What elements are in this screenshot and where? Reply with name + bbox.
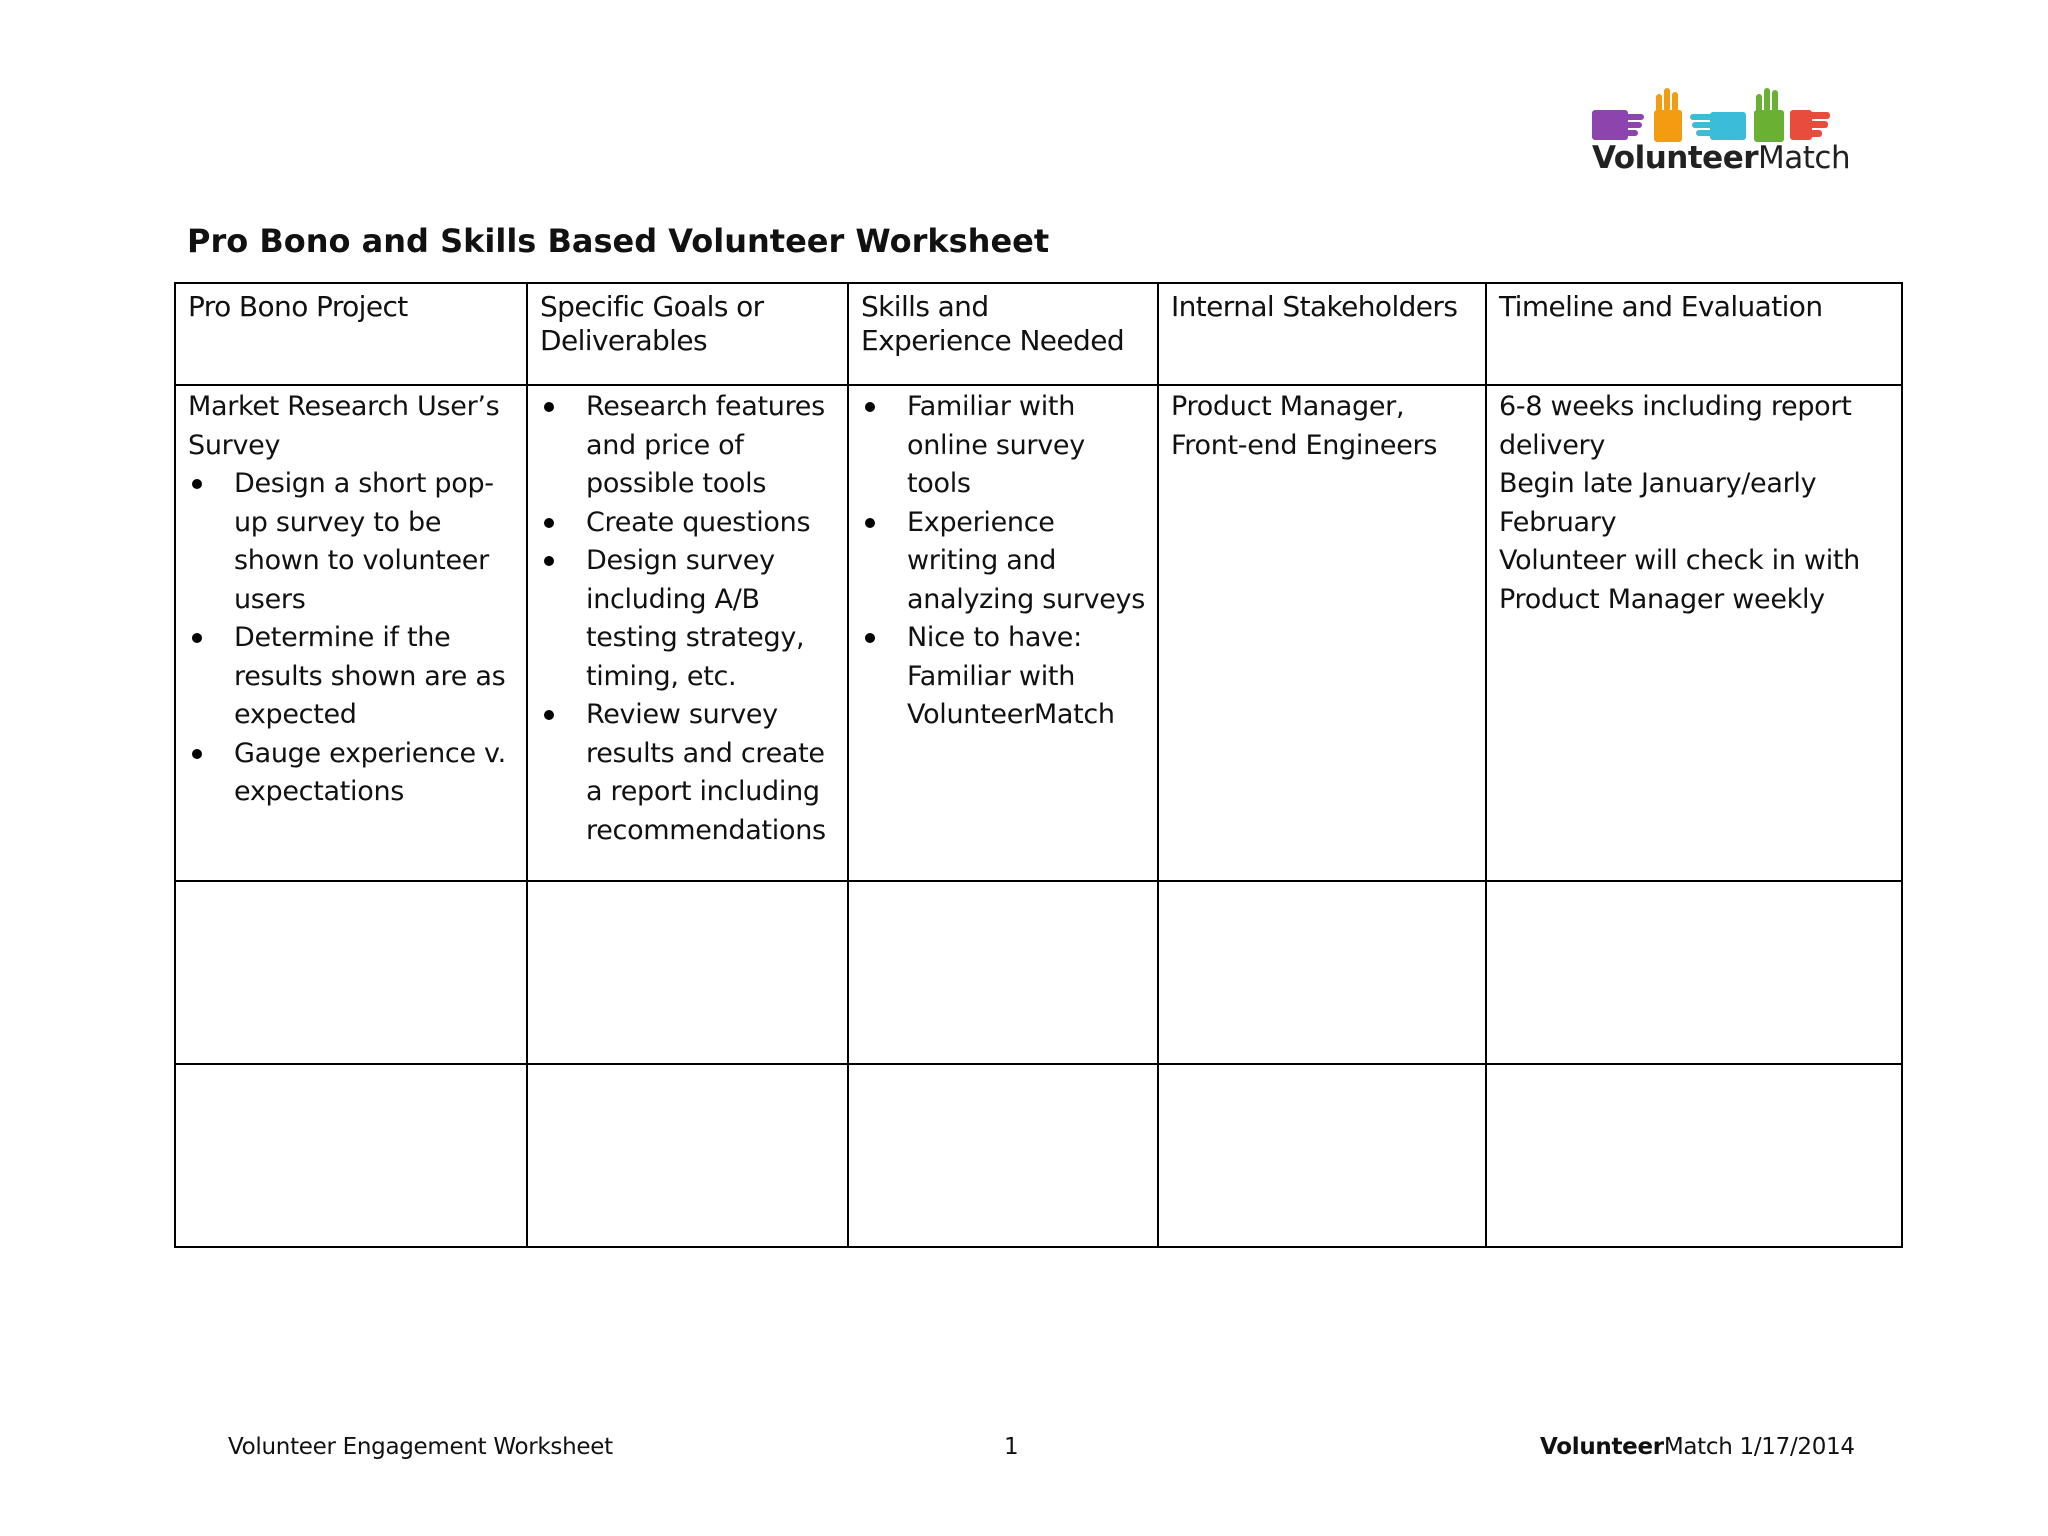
project-bullet-list <box>188 465 514 812</box>
header-pro-bono-project: Pro Bono Project <box>175 283 527 385</box>
goals-bullet-list <box>540 388 835 850</box>
list-item: Create questions <box>586 504 835 543</box>
hands-logo-icon <box>1592 88 1832 144</box>
list-item: Gauge experience v. expectations <box>234 735 514 812</box>
logo-wordmark <box>1592 140 1850 176</box>
list-item: Review survey results and create a report including recommendations <box>586 696 835 850</box>
list-item: Nice to have: Familiar with VolunteerMatch <box>907 619 1145 735</box>
page-title: Pro Bono and Skills Based Volunteer Worksheet <box>187 222 1050 260</box>
list-item: Experience writing and analyzing surveys <box>907 504 1145 620</box>
green-hand-icon <box>1754 88 1784 142</box>
logo-text-bold: Volunteer <box>1592 140 1759 176</box>
footer-brand-date <box>1540 1434 1855 1460</box>
empty-cell <box>527 1064 848 1247</box>
worksheet-table <box>174 282 1903 1248</box>
header-timeline-evaluation: Timeline and Evaluation <box>1486 283 1902 385</box>
header-internal-stakeholders: Internal Stakeholders <box>1158 283 1486 385</box>
list-item: Design survey including A/B testing strategy, timing, etc. <box>586 542 835 696</box>
list-item: Design a short pop-up survey to be shown to volunteer users <box>234 465 514 619</box>
timeline-line: 6-8 weeks including report delivery <box>1499 391 1852 461</box>
empty-cell <box>1158 881 1486 1064</box>
empty-cell <box>848 1064 1158 1247</box>
empty-cell <box>175 1064 527 1247</box>
empty-cell <box>527 881 848 1064</box>
logo-text-regular: Match <box>1758 140 1851 176</box>
footer-brand-date-text: Match 1/17/2014 <box>1663 1434 1855 1460</box>
timeline-line: Volunteer will check in with Product Manager weekly <box>1499 545 1860 615</box>
footer-page-number: 1 <box>1004 1434 1019 1460</box>
skills-bullet-list <box>861 388 1145 735</box>
footer-document-name: Volunteer Engagement Worksheet <box>228 1434 613 1460</box>
timeline-line: Begin late January/early February <box>1499 468 1817 538</box>
cell-timeline-evaluation <box>1486 385 1902 881</box>
list-item: Determine if the results shown are as expected <box>234 619 514 735</box>
stakeholders-text: Product Manager, Front-end Engineers <box>1171 391 1438 461</box>
table-header-row <box>175 283 1902 385</box>
cell-specific-goals <box>527 385 848 881</box>
list-item: Familiar with online survey tools <box>907 388 1145 504</box>
empty-cell <box>848 881 1158 1064</box>
empty-cell <box>175 881 527 1064</box>
orange-hand-icon <box>1654 88 1682 142</box>
cyan-hand-icon <box>1690 112 1746 140</box>
purple-hand-icon <box>1592 110 1644 140</box>
cell-skills-experience <box>848 385 1158 881</box>
header-specific-goals: Specific Goals or Deliverables <box>527 283 848 385</box>
cell-internal-stakeholders <box>1158 385 1486 881</box>
table-row-empty <box>175 1064 1902 1247</box>
list-item: Research features and price of possible tools <box>586 388 835 504</box>
footer-brand-bold: Volunteer <box>1540 1434 1664 1460</box>
table-row <box>175 385 1902 881</box>
empty-cell <box>1158 1064 1486 1247</box>
header-skills-experience: Skills and Experience Needed <box>848 283 1158 385</box>
red-hand-icon <box>1790 110 1830 140</box>
table-row-empty <box>175 881 1902 1064</box>
empty-cell <box>1486 1064 1902 1247</box>
volunteermatch-logo <box>1582 88 1851 184</box>
empty-cell <box>1486 881 1902 1064</box>
project-title: Market Research User’s Survey <box>188 391 500 461</box>
cell-pro-bono-project <box>175 385 527 881</box>
